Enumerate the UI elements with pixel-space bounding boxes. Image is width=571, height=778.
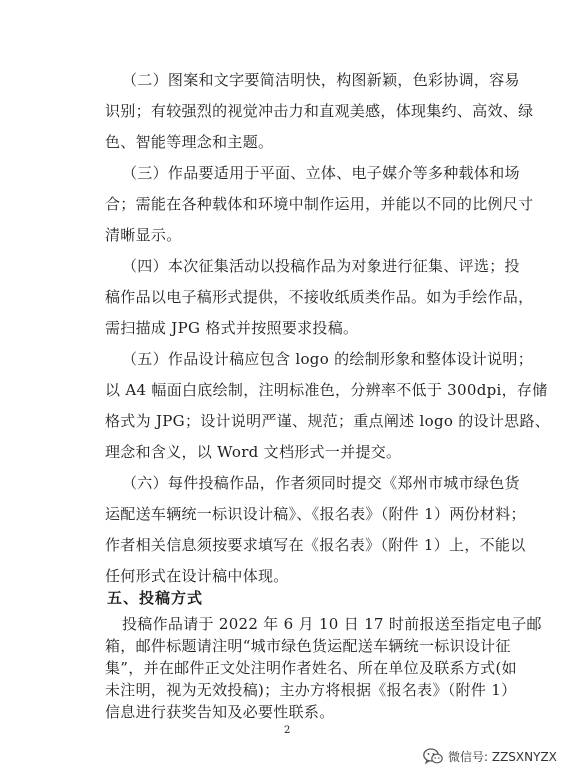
paragraph-line: 作者相关信息须按要求填写在《报名表》（附件 1）上，不能以 — [105, 536, 526, 554]
paragraph-line: 以 A4 幅面白底绘制，注明标准色，分辨率不低于 300dpi，存储 — [105, 381, 548, 399]
paragraph-line: （六）每件投稿作品，作者须同时提交《郑州市城市绿色货 — [122, 474, 520, 492]
paragraph-line: 任何形式在设计稿中体现。 — [105, 567, 289, 585]
paragraph-line: 未注明，视为无效投稿)；主办方将根据《报名表》（附件 1） — [105, 681, 517, 699]
wechat-watermark — [423, 745, 557, 767]
paragraph-line: （五）作品设计稿应包含 logo 的绘制形象和整体设计说明； — [122, 350, 533, 368]
paragraph-line: 需扫描成 JPG 格式并按照要求投稿。 — [105, 319, 359, 337]
paragraph-line: 格式为 JPG；设计说明严谨、规范；重点阐述 logo 的设计思路、 — [105, 412, 551, 430]
paragraph-line: 清晰显示。 — [105, 226, 182, 244]
paragraph-line: 箱，邮件标题请注明“城市绿色货运配送车辆统一标识设计征 — [105, 637, 511, 655]
paragraph-line: （四）本次征集活动以投稿作品为对象进行征集、评选；投 — [122, 257, 520, 275]
paragraph-line: 集”，并在邮件正文处注明作者姓名、所在单位及联系方式(如 — [105, 659, 517, 677]
page-number: 2 — [284, 725, 291, 736]
paragraph-line: 运配送车辆统一标识设计稿》、《报名表》（附件 1）两份材料； — [105, 505, 526, 523]
paragraph-line: 色、智能等理念和主题。 — [105, 133, 274, 151]
paragraph-line: 合；需能在各种载体和环境中制作运用，并能以不同的比例尺寸 — [105, 195, 534, 213]
paragraph-line: （二）图案和文字要简洁明快，构图新颖，色彩协调，容易 — [122, 71, 520, 89]
paragraph-line: 理念和含义，以 Word 文档形式一并提交。 — [105, 443, 402, 461]
paragraph-line: 信息进行获奖告知及必要性联系。 — [105, 703, 335, 721]
paragraph-line: （三）作品要适用于平面、立体、电子媒介等多种载体和场 — [122, 164, 520, 182]
paragraph-line: 稿作品以电子稿形式提供，不接收纸质类作品。如为手绘作品， — [105, 288, 534, 306]
paragraph-line: 识别；有较强烈的视觉冲击力和直观美感，体现集约、高效、绿 — [105, 102, 534, 120]
wechat-icon — [423, 748, 443, 765]
section-heading: 五、投稿方式 — [107, 589, 204, 607]
paragraph-line: 投稿作品请于 2022 年 6 月 10 日 17 时前报送至指定电子邮 — [122, 615, 542, 633]
watermark-text: 微信号: ZZSXNYZX — [448, 749, 557, 764]
